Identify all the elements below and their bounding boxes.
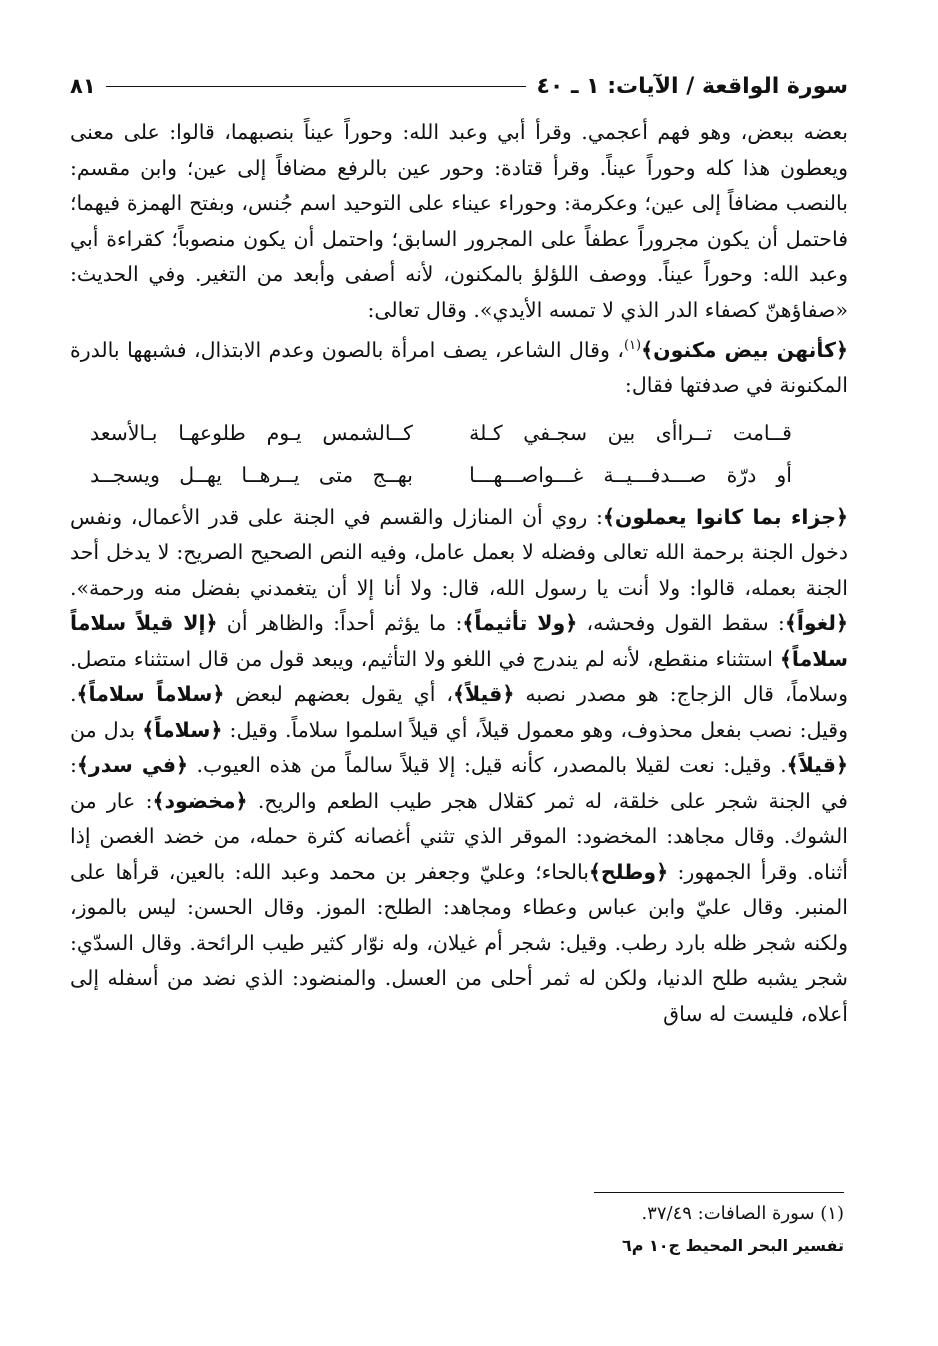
quran-verse: ﴿في سدر﴾ <box>76 753 188 778</box>
header-rule <box>106 86 527 87</box>
quran-verse: ﴿لغواً﴾ <box>784 611 848 636</box>
book-signature: تفسير البحر المحيط ج١٠ م٦ <box>621 1236 844 1255</box>
main-text <box>70 115 848 1032</box>
paragraph-text: استثناء منقطع، لأنه لم يندرج في اللغو ولا التأثيم، ويبعد قول من قال استثناء متصل. وسلاماً، قال الزجاج: هو مصدر نصبه <box>70 646 849 707</box>
footnote-marker: (١) <box>623 338 642 353</box>
footnote: (١) سورة الصافات: ٣٧/٤٩. <box>641 1203 844 1224</box>
paragraph-3 <box>70 500 848 1033</box>
quran-verse: ﴿وطلح﴾ <box>588 859 669 884</box>
quran-verse: ﴿كأنهن بيض مكنون﴾ <box>641 337 848 362</box>
quran-verse: ﴿مخضود﴾ <box>152 788 248 813</box>
paragraph-text: : سقط القول وفحشه، <box>577 611 785 636</box>
paragraph-2 <box>70 328 848 404</box>
paragraph-1: بعضه ببعض، وهو فهم أعجمي. وقرأ أبي وعبد الله: وحوراً عيناً بنصبهما، قالوا: على معنى ويعطون هذا كله وحوراً عيناً. وقرأ قتادة: وحور عين بالرفع مضافاً إلى عين؛ وابن مقسم: بالنصب مضافاً إلى عين؛ وعكرمة: وحوراء عيناء على التوحيد اسم جُنس، وبفتح الهمزة فيهما؛ فاحتمل أن يكون مجروراً عطفاً على المجرور السابق؛ واحتمل أن يكون منصوباً؛ كقراءة أبي وعبد الله: وحوراً عيناً. ووصف اللؤلؤ بالمكنون، لأنه أصفى وأبعد من التغير. وفي الحديث: «صفاؤهنّ كصفاء الدر الذي لا تمسه الأيدي». وقال تعالى: <box>70 120 848 322</box>
poem-hemistich: كــالشمس يـوم طلوعهـا بـالأسعد <box>90 420 413 445</box>
poem-line-2 <box>70 458 848 492</box>
quran-verse: ﴿قيلاً﴾ <box>452 682 515 707</box>
paragraph-text: بالحاء؛ وعليّ وجعفر بن محمد وعبد الله: بالعين، قرأها على المنبر. وقال عليّ وابن عباس وعطاء ومجاهد: الطلح: الموز. وقال الحسن: ليس بالموز، ولكنه شجر ظله بارد رطب. وقيل: شجر أم غيلان، وله نوّار كثير طيب الرائحة. وقال السدّي: شجر يشبه طلح الدنيا، ولكن له ثمر أحلى من العسل. والمنضود: الذي نضد من أسفله إلى أعلاه، فليست له ساق <box>70 859 848 1026</box>
paragraph-text: . وقيل: نعت لقيلا بالمصدر، كأنه قيل: إلا قيلاً سالماً من هذه العيوب. <box>188 753 787 778</box>
poem-hemistich: أو درّة صـــدفـــيــة غـــواصـــهـــا <box>469 462 792 487</box>
paragraph-text: : في الجنة شجر على خلقة، له ثمر كقلال هجر طيب الطعم والريح. <box>70 753 848 813</box>
paragraph-text: : ما يؤثم أحداً: والظاهر أن <box>217 611 463 636</box>
running-header <box>70 66 848 106</box>
poem-hemistich: بهــج متى يــرهــا يهــل ويسجــد <box>90 462 413 487</box>
page-number: ٨١ <box>70 74 96 98</box>
quran-verse: ﴿إلا قيلاً سلاماً سلاماً﴾ <box>70 611 848 671</box>
quran-verse: ﴿ولا تأثيماً﴾ <box>462 611 578 636</box>
surah-title: سورة الواقعة / الآيات: ١ ـ ٤٠ <box>536 73 848 99</box>
poem-hemistich: قــامت تــراأى بين سجـفي كـلة <box>469 420 792 445</box>
paragraph-text: ، وقال الشاعر، يصف امرأة بالصون وعدم الابتذال، فشبهها بالدرة المكنونة في صدفتها فقال: <box>70 337 848 398</box>
paragraph-text: بدل من <box>70 717 143 742</box>
quran-verse: ﴿سلاماً سلاماً﴾ <box>76 682 225 707</box>
quran-verse: ﴿جزاء بما كانوا يعملون﴾ <box>602 504 848 529</box>
poem-line-1 <box>70 416 848 450</box>
paragraph-text: ، أي يقول بعضهم لبعض <box>224 682 453 707</box>
footnote-rule <box>594 1192 844 1193</box>
paragraph-text: . وقيل: نصب بفعل محذوف، وهو معمول قيلاً، أي قيلاً اسلموا سلاماً. وقيل: <box>70 682 848 742</box>
quran-verse: ﴿قيلاً﴾ <box>786 753 848 778</box>
paragraph-text: : روي أن المنازل والقسم في الجنة على قدر الأعمال، ونفس دخول الجنة برحمة الله تعالى وفضله لا بعمل عامل، وفيه النص الصحيح الصريح: لا يدخل أحد الجنة بعمله، قالوا: ولا أنت يا رسول الله، قال: ولا أنا إلا أن يتغمدني بفضل منه ورحمة». <box>70 504 848 600</box>
quran-verse: ﴿سلاماً﴾ <box>142 717 223 742</box>
paragraph-text: : عار من الشوك. وقال مجاهد: المخضود: الموقر الذي تثني أغصانه كثرة حمله، من خضد الغصن إذا أثناه. وقرأ الجمهور: <box>70 788 848 884</box>
